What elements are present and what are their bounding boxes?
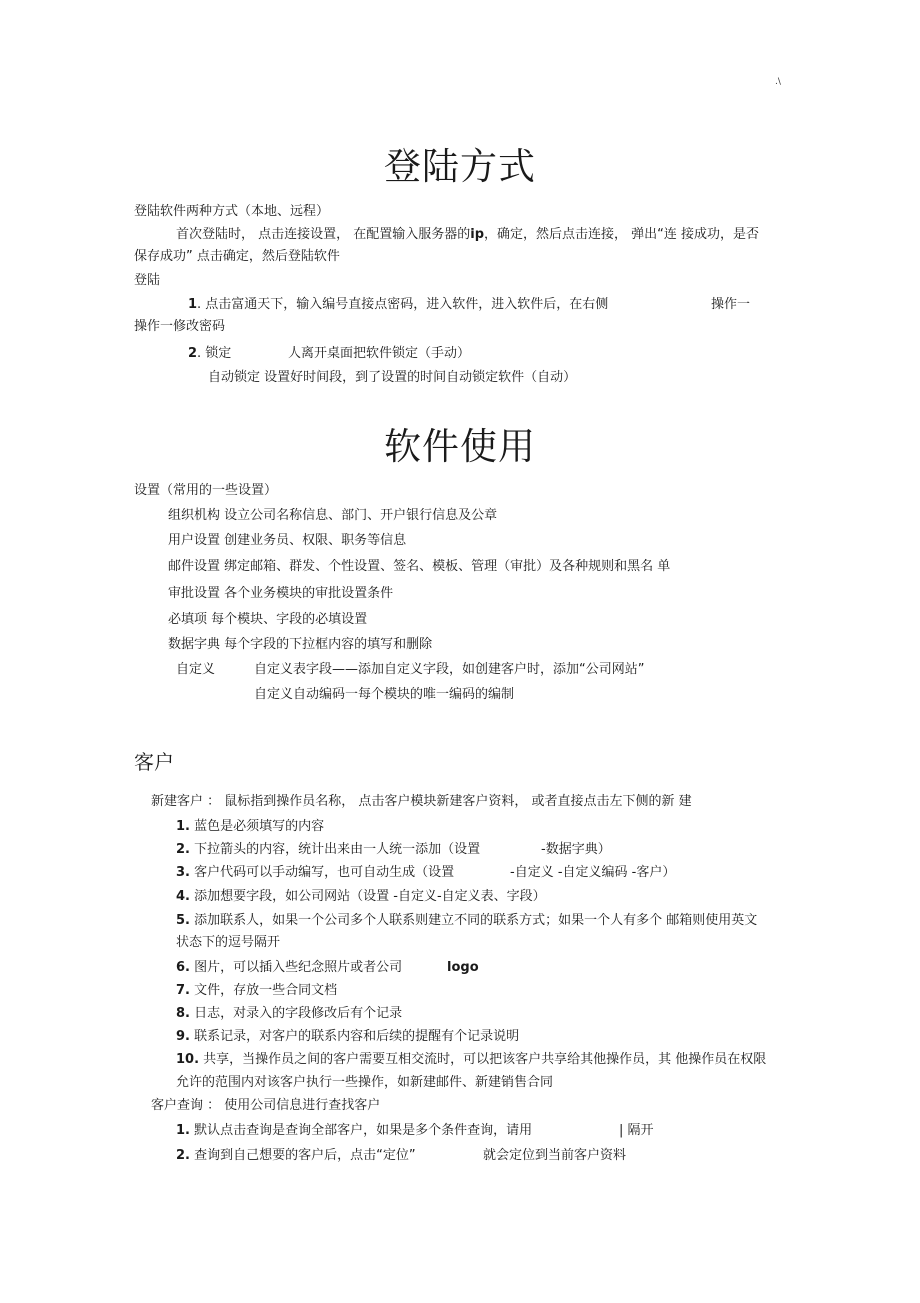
setting-line: 用户设置 创建业务员、权限、职务等信息 [168, 533, 407, 548]
query-label: 客户查询 ： 使用公司信息进行查找客户 [151, 1098, 381, 1113]
query-item-tail: | 隔开 [619, 1123, 654, 1138]
list-item: 6. 图片，可以插入些纪念照片或者公司 [176, 960, 403, 975]
setting-line: 必填项 每个模块、字段的必填设置 [168, 612, 368, 627]
section-title-customer: 客户 [134, 750, 174, 774]
login-item-1: 1. 点击富通天下，输入编号直接点密码，进入软件，进入软件后，在右侧 [188, 297, 609, 312]
list-item-cont: 状态下的逗号隔开 [176, 935, 281, 950]
login-para-cont: 保存成功” 点击确定，然后登陆软件 [134, 249, 340, 264]
list-item-tail: -自定义 -自定义编码 -客户） [510, 865, 676, 880]
list-item: 7. 文件，存放一些合同文档 [176, 983, 338, 998]
section-title-login: 登陆方式 [384, 145, 536, 188]
usage-intro: 设置（常用的一些设置） [134, 483, 278, 498]
new-customer-line: 新建客户 ： 鼠标指到操作员名称， 点击客户模块新建客户资料， 或者直接点击左下侧的新 建 [151, 794, 692, 809]
list-item: 2. 下拉箭头的内容，统计出来由一人统一添加（设置 [176, 842, 481, 857]
query-item: 2. 查询到自己想要的客户后，点击“定位” [176, 1148, 416, 1163]
login-item-2: 2. 锁定 [188, 346, 232, 361]
page-mark: .\ [775, 77, 781, 87]
list-item: 10. 共享，当操作员之间的客户需要互相交流时，可以把该客户共享给其他操作员，其 他操作员在权限 [176, 1052, 767, 1067]
query-item: 1. 默认点击查询是查询全部客户，如果是多个条件查询，请用 [176, 1123, 533, 1138]
list-item-tail: -数据字典） [541, 842, 611, 857]
list-item: 5. 添加联系人，如果一个公司多个人联系则建立不同的联系方式；如果一个人有多个 邮箱则使用英文 [176, 913, 758, 928]
setting-line: 组织机构 设立公司名称信息、部门、开户银行信息及公章 [168, 508, 498, 523]
custom-line-1: 自定义表字段——添加自定义字段，如创建客户时，添加“公司网站” [254, 662, 645, 677]
list-item: 9. 联系记录，对客户的联系内容和后续的提醒有个记录说明 [176, 1029, 520, 1044]
login-para: 首次登陆时， 点击连接设置， 在配置输入服务器的ip，确定，然后点击连接， 弹出“连 接成功，是否 [176, 227, 760, 242]
login-item-1-right: 操作一 [711, 297, 751, 312]
setting-line: 邮件设置 绑定邮箱、群发、个性设置、签名、模板、管理（审批）及各种规则和黑名 单 [168, 559, 671, 574]
setting-line: 审批设置 各个业务模块的审批设置条件 [168, 586, 394, 601]
login-intro: 登陆软件两种方式（本地、远程） [134, 204, 330, 219]
query-item-tail: 就会定位到当前客户资料 [483, 1148, 627, 1163]
list-item: 8. 日志，对录入的字段修改后有个记录 [176, 1006, 403, 1021]
custom-label: 自定义 [176, 662, 216, 677]
list-item: 1. 蓝色是必须填写的内容 [176, 819, 325, 834]
login-item-2-cont: 自动锁定 设置好时间段，到了设置的时间自动锁定软件（自动） [208, 370, 577, 385]
login-label: 登陆 [134, 273, 161, 288]
section-title-usage: 软件使用 [384, 425, 536, 468]
list-item-cont: 允许的范围内对该客户执行一些操作，如新建邮件、新建销售合同 [176, 1075, 554, 1090]
login-item-2-right: 人离开桌面把软件锁定（手动） [288, 346, 471, 361]
login-item-1-cont: 操作一修改密码 [134, 319, 226, 334]
list-item: 3. 客户代码可以手动编写，也可自动生成（设置 [176, 865, 455, 880]
list-item-tail: logo [447, 960, 479, 975]
list-item: 4. 添加想要字段，如公司网站（设置 -自定义-自定义表、字段） [176, 889, 546, 904]
setting-line: 数据字典 每个字段的下拉框内容的填写和删除 [168, 637, 433, 652]
custom-line-2: 自定义自动编码一每个模块的唯一编码的编制 [254, 687, 515, 702]
